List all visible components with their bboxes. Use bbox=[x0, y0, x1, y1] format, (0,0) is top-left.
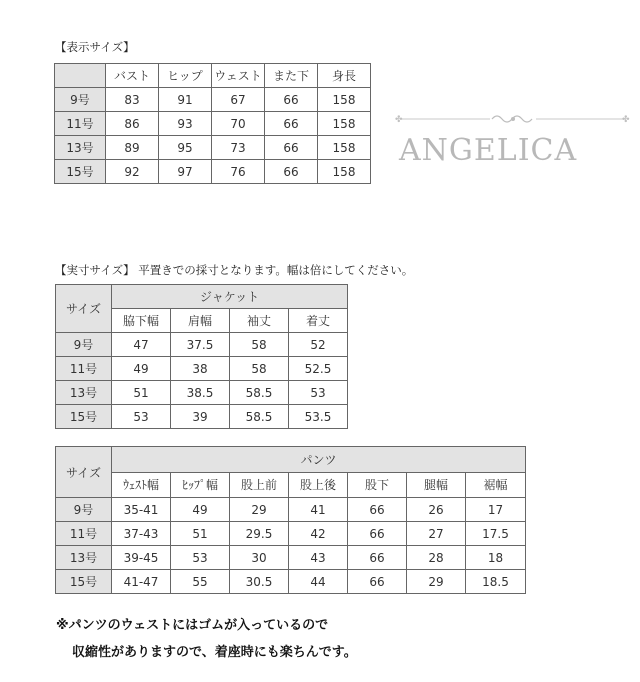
table-row bbox=[56, 405, 348, 429]
table-cell: 26 bbox=[407, 498, 466, 522]
table-header-row bbox=[55, 64, 371, 88]
table-header-cell: 着丈 bbox=[289, 309, 348, 333]
table-row bbox=[55, 160, 371, 184]
pants-group-header: パンツ bbox=[112, 447, 526, 473]
table-cell: 30.5 bbox=[230, 570, 289, 594]
table-cell: 66 bbox=[265, 136, 318, 160]
table-cell: 66 bbox=[265, 88, 318, 112]
table-row bbox=[55, 136, 371, 160]
table-row bbox=[56, 546, 526, 570]
table-cell: 53 bbox=[289, 381, 348, 405]
table-row bbox=[56, 570, 526, 594]
table-header-cell: ﾋｯﾌﾟ幅 bbox=[171, 472, 230, 498]
size-label-cell: 9号 bbox=[56, 498, 112, 522]
table-cell: 66 bbox=[348, 570, 407, 594]
table-header-cell: 腿幅 bbox=[407, 472, 466, 498]
table-cell: 37-43 bbox=[112, 522, 171, 546]
table-cell: 18 bbox=[466, 546, 526, 570]
flourish-ornament-icon bbox=[392, 111, 634, 127]
note-line-2: 収縮性がありますので、着座時にも楽ちんです。 bbox=[72, 645, 357, 660]
table-cell: 43 bbox=[289, 546, 348, 570]
size-label-cell: 11号 bbox=[56, 357, 112, 381]
table-header-cell: 股上前 bbox=[230, 472, 289, 498]
table-cell: 158 bbox=[318, 88, 371, 112]
table-cell: 52 bbox=[289, 333, 348, 357]
table-cell: 76 bbox=[212, 160, 265, 184]
table-header-cell: 股上後 bbox=[289, 472, 348, 498]
table-cell: 44 bbox=[289, 570, 348, 594]
table-cell: 38.5 bbox=[171, 381, 230, 405]
table-cell: 17.5 bbox=[466, 522, 526, 546]
table-header-cell: 袖丈 bbox=[230, 309, 289, 333]
table-cell: 29 bbox=[407, 570, 466, 594]
table-cell: 51 bbox=[171, 522, 230, 546]
size-label-cell: 13号 bbox=[56, 546, 112, 570]
table-cell: 53.5 bbox=[289, 405, 348, 429]
table-row bbox=[55, 88, 371, 112]
size-header-cell: サイズ bbox=[56, 447, 112, 498]
table-cell: 58 bbox=[230, 333, 289, 357]
table-cell: 67 bbox=[212, 88, 265, 112]
table-cell: 70 bbox=[212, 112, 265, 136]
size-label-cell: 13号 bbox=[55, 136, 106, 160]
table-header-cell bbox=[55, 64, 106, 88]
table-cell: 41-47 bbox=[112, 570, 171, 594]
size-label-cell: 15号 bbox=[56, 405, 112, 429]
table-header-cell: ヒップ bbox=[159, 64, 212, 88]
size-label-cell: 15号 bbox=[56, 570, 112, 594]
table-cell: 66 bbox=[265, 160, 318, 184]
table-cell: 91 bbox=[159, 88, 212, 112]
table-cell: 39-45 bbox=[112, 546, 171, 570]
size-label-cell: 11号 bbox=[55, 112, 106, 136]
table-cell: 38 bbox=[171, 357, 230, 381]
table-cell: 49 bbox=[171, 498, 230, 522]
table-cell: 58 bbox=[230, 357, 289, 381]
table-row bbox=[56, 333, 348, 357]
table-cell: 53 bbox=[171, 546, 230, 570]
table-header-row bbox=[56, 285, 348, 309]
table-cell: 17 bbox=[466, 498, 526, 522]
svg-text:✤: ✤ bbox=[622, 115, 630, 125]
table-header-cell: 脇下幅 bbox=[112, 309, 171, 333]
table-cell: 66 bbox=[348, 546, 407, 570]
table-cell: 93 bbox=[159, 112, 212, 136]
table-cell: 29.5 bbox=[230, 522, 289, 546]
table-header-cell: 肩幅 bbox=[171, 309, 230, 333]
table-cell: 158 bbox=[318, 136, 371, 160]
table-cell: 158 bbox=[318, 160, 371, 184]
table-row bbox=[56, 498, 526, 522]
table-cell: 95 bbox=[159, 136, 212, 160]
size-label-cell: 9号 bbox=[55, 88, 106, 112]
jacket-group-header: ジャケット bbox=[112, 285, 348, 309]
jacket-size-table bbox=[55, 284, 348, 429]
table-cell: 66 bbox=[265, 112, 318, 136]
table-row bbox=[56, 357, 348, 381]
table-cell: 66 bbox=[348, 522, 407, 546]
table-cell: 18.5 bbox=[466, 570, 526, 594]
svg-text:✤: ✤ bbox=[395, 115, 403, 125]
table-header-cell: ｳｪｽﾄ幅 bbox=[112, 472, 171, 498]
table-cell: 53 bbox=[112, 405, 171, 429]
table-cell: 86 bbox=[106, 112, 159, 136]
table-cell: 158 bbox=[318, 112, 371, 136]
table-cell: 52.5 bbox=[289, 357, 348, 381]
table-row bbox=[56, 522, 526, 546]
table-cell: 58.5 bbox=[230, 405, 289, 429]
table-header-cell: 裾幅 bbox=[466, 472, 526, 498]
table-cell: 58.5 bbox=[230, 381, 289, 405]
table-row bbox=[56, 381, 348, 405]
actual-size-caption: 【実寸サイズ】 平置きでの採寸となります。幅は倍にしてください。 bbox=[55, 263, 414, 277]
table-cell: 42 bbox=[289, 522, 348, 546]
display-size-table bbox=[54, 63, 371, 184]
brand-logo: ANGELICA bbox=[399, 133, 578, 168]
table-cell: 35-41 bbox=[112, 498, 171, 522]
size-label-cell: 9号 bbox=[56, 333, 112, 357]
table-cell: 73 bbox=[212, 136, 265, 160]
display-size-caption: 【表示サイズ】 bbox=[55, 40, 135, 54]
table-cell: 66 bbox=[348, 498, 407, 522]
pants-size-table bbox=[55, 446, 526, 594]
table-cell: 55 bbox=[171, 570, 230, 594]
table-cell: 47 bbox=[112, 333, 171, 357]
size-header-cell: サイズ bbox=[56, 285, 112, 333]
table-cell: 41 bbox=[289, 498, 348, 522]
table-header-cell: 股下 bbox=[348, 472, 407, 498]
table-cell: 39 bbox=[171, 405, 230, 429]
table-cell: 83 bbox=[106, 88, 159, 112]
table-header-cell: また下 bbox=[265, 64, 318, 88]
table-cell: 97 bbox=[159, 160, 212, 184]
table-header-row bbox=[56, 472, 526, 498]
table-cell: 29 bbox=[230, 498, 289, 522]
table-cell: 30 bbox=[230, 546, 289, 570]
note-line-1: ※パンツのウェストにはゴムが入っているので bbox=[56, 618, 329, 633]
size-label-cell: 13号 bbox=[56, 381, 112, 405]
size-label-cell: 11号 bbox=[56, 522, 112, 546]
table-cell: 49 bbox=[112, 357, 171, 381]
table-cell: 51 bbox=[112, 381, 171, 405]
table-header-cell: 身長 bbox=[318, 64, 371, 88]
table-header-row bbox=[56, 447, 526, 473]
table-cell: 37.5 bbox=[171, 333, 230, 357]
table-cell: 92 bbox=[106, 160, 159, 184]
table-header-cell: バスト bbox=[106, 64, 159, 88]
table-cell: 28 bbox=[407, 546, 466, 570]
table-row bbox=[55, 112, 371, 136]
size-label-cell: 15号 bbox=[55, 160, 106, 184]
table-cell: 27 bbox=[407, 522, 466, 546]
table-cell: 89 bbox=[106, 136, 159, 160]
table-header-cell: ウェスト bbox=[212, 64, 265, 88]
